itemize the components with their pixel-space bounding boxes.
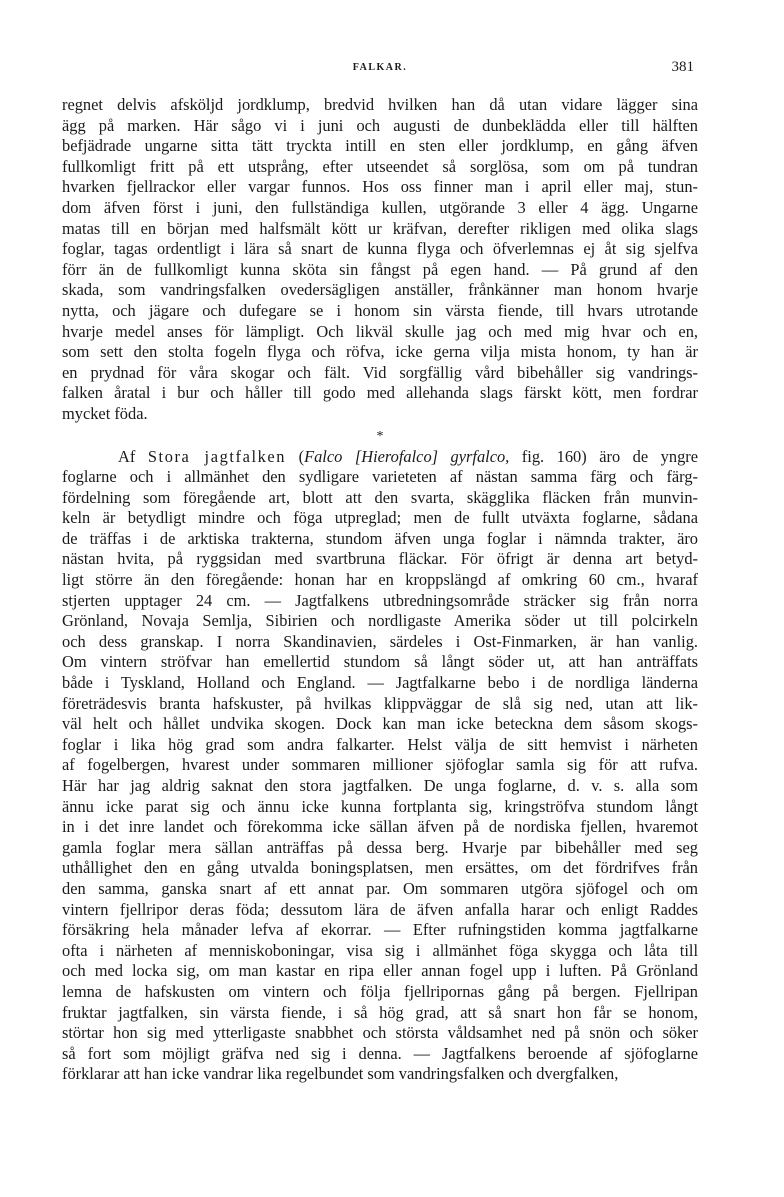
text-line: fördelning som föregående art, blott att den svarta, skägglika fläcken från munvin- [62,487,698,507]
text-segment: fig. 160) äro de yngre [509,446,698,466]
text-line: matas till en början med halfsmält kött ur kräfvan, derefter rikligen med olika slags [62,218,698,238]
text-line: hvarken fjellrackor eller vargar funnos. Hos oss finner man i april eller maj, stun- [62,177,698,197]
text-line: dom äfven först i juni, den fullständiga kullen, utgörande 3 eller 4 ägg. Ungarne [62,197,698,217]
text-line: ägg på marken. Här sågo vi i juni och augusti de dunbeklädda eller till hälften [62,115,698,135]
text-line: och dess granskap. I norra Skandinavien, särdeles i Ost-Finmarken, är han vanlig. [62,631,698,651]
text-line: ligt större än den föregående: honan har en kroppslängd af omkring 60 cm., hvaraf [62,570,698,590]
text-line: så fort som möjligt gräfva ned sig i denna. — Jagtfalkens beroende af sjöfoglarne [62,1043,698,1063]
section-separator: * [376,428,384,444]
text-line: väl helt och hållet undvika skogen. Dock kan man icke beteckna dem såsom skogs- [62,714,698,734]
text-line: nästan hvita, på ryggsidan med svartbruna fläckar. För öfrigt är denna art betyd- [62,549,698,569]
text-line: Grönland, Novaja Semlja, Sibirien och nordligaste Amerika söder ut till polcirkeln [62,611,698,631]
text-line: foglar, tagas ordentligt i lära så snart de kunna flyga och öfverlemnas ej åt sig sjelfva [62,239,698,259]
text-line: lemna de hafskusten om vintern och följa fjellripornas gång på bergen. Fjellripan [62,981,698,1001]
text-line: fullkomligt fritt på ett utsprång, efter utseendet så sorglösa, som om på tundran [62,156,698,176]
text-line: som sett den stolta fogeln flyga och röfva, icke gerna vilja mista honom, ty han är [62,342,698,362]
paragraph-first-line [62,447,698,468]
text-line: befjädrade ungarne sitta tätt tryckta intill en sten eller jordklump, en gång äfven [62,136,698,156]
latin-name: Falco [Hierofalco] gyrfalco, [304,446,510,466]
text-line: den samma, ganska snart af ett annat par. Om sommaren utgöra sjöfogel och om [62,878,698,898]
text-line: regnet delvis afsköljd jordklump, bredvid hvilken han då utan vidare lägger sina [62,95,698,114]
running-title: FALKAR. [352,62,408,73]
text-line: keln är betydligt mindre och föga utpreglad; men de fullt utväxta foglarne, sådana [62,508,698,528]
paragraph-vandringsfalken [62,95,698,425]
text-line: fruktar jagtfalken, sin värsta fiende, i så hög grad, att så snart hon får se honom, [62,1002,698,1022]
paragraph-stora-jagtfalken [62,447,698,1085]
text-segment: ( [286,446,305,466]
text-line: falken åratal i bur och håller till godo med allehanda slags färskt kött, men fordrar [62,383,698,403]
text-line: nytta, och jägare och dufegare se i honom sin värsta fiende, till hvars utrotande [62,300,698,320]
text-line: störtar hon sig med ytterligaste snabbhet och största våldsamhet ned på snön och söker [62,1023,698,1043]
text-line: och med locka sig, om man kastar en ripa eller annan fogel upp i luften. På Grönland [62,961,698,981]
text-line: skada, som vandringsfalken ovedersägligen anställer, frånkänner man honom hvarje [62,280,698,300]
text-line: ofta i närheten af menniskoboningar, visa sig i allmänhet föga skygga och låta till [62,940,698,960]
text-line: hvarje medel anses för lämpligt. Och likväl skulle jag och med mig hvar och en, [62,321,698,341]
text-line: af fogelbergen, hvarest under sommaren millioner sjöfoglar samla sig för att rufva. [62,755,698,775]
text-line: foglarne och i allmänhet den sydligare varieteten af nästan samma färg och färg- [62,467,698,487]
text-line: foglar i lika hög grad som andra falkarter. Helst välja de sitt hemvist i närheten [62,734,698,754]
species-name: Stora jagtfalken [147,446,287,466]
text-segment: Af [118,446,148,466]
text-line: Om vintern ströfvar han emellertid stundom så långt söder ut, att han anträffats [62,652,698,672]
text-line: mycket föda. [62,403,148,423]
text-line: företrädesvis branta hafskuster, på hvilkas klippväggar de slå sig ned, utan att lik- [62,693,698,713]
text-line: gamla foglar mera sällan anträffas på dessa berg. Hvarje par bibehåller med seg [62,837,698,857]
text-line: ännu icke parat sig och ännu icke kunna fortplanta sig, kringströfva stundom långt [62,796,698,816]
text-line: vintern fjellripor deras föda; dessutom lära de äfven anfalla harar och enligt Raddes [62,899,698,919]
page-number: 381 [671,59,694,75]
page-body [62,95,698,1085]
text-line: in i det inre landet och förekomma icke sällan äfven på de nordiska fjellen, hvaremot [62,817,698,837]
text-line: förklarar att han icke vandrar lika regelbundet som vandringsfalken och dvergfalken, [62,1064,619,1084]
text-line: både i Tyskland, Holland och England. — Jagtfalkarne bebo i de nordliga länderna [62,673,698,693]
text-line: stjerten upptager 24 cm. — Jagtfalkens utbredningsområde sträcker sig från norra [62,590,698,610]
text-line: uthållighet den en gång utvalda boningsplatsen, men ersättes, om det fördrifves från [62,858,698,878]
text-line: de träffas i de arktiska trakterna, stundom äfven unga foglar i nämnda trakter, äro [62,528,698,548]
text-line: en prydnad för våra skogar och fält. Vid sorgfällig vård bibehåller sig vandrings- [62,362,698,382]
text-line: Här har jag aldrig saknat den stora jagtfalken. De unga foglarne, d. v. s. alla som [62,776,698,795]
text-line: försäkring hela månader lefva af ekorrar. — Efter rufningstiden komma jagtfalkarne [62,920,698,940]
running-head [62,59,698,82]
text-line: förr än de fullkomligt kunna sköta sin fångst på egen hand. — På grund af den [62,259,698,279]
